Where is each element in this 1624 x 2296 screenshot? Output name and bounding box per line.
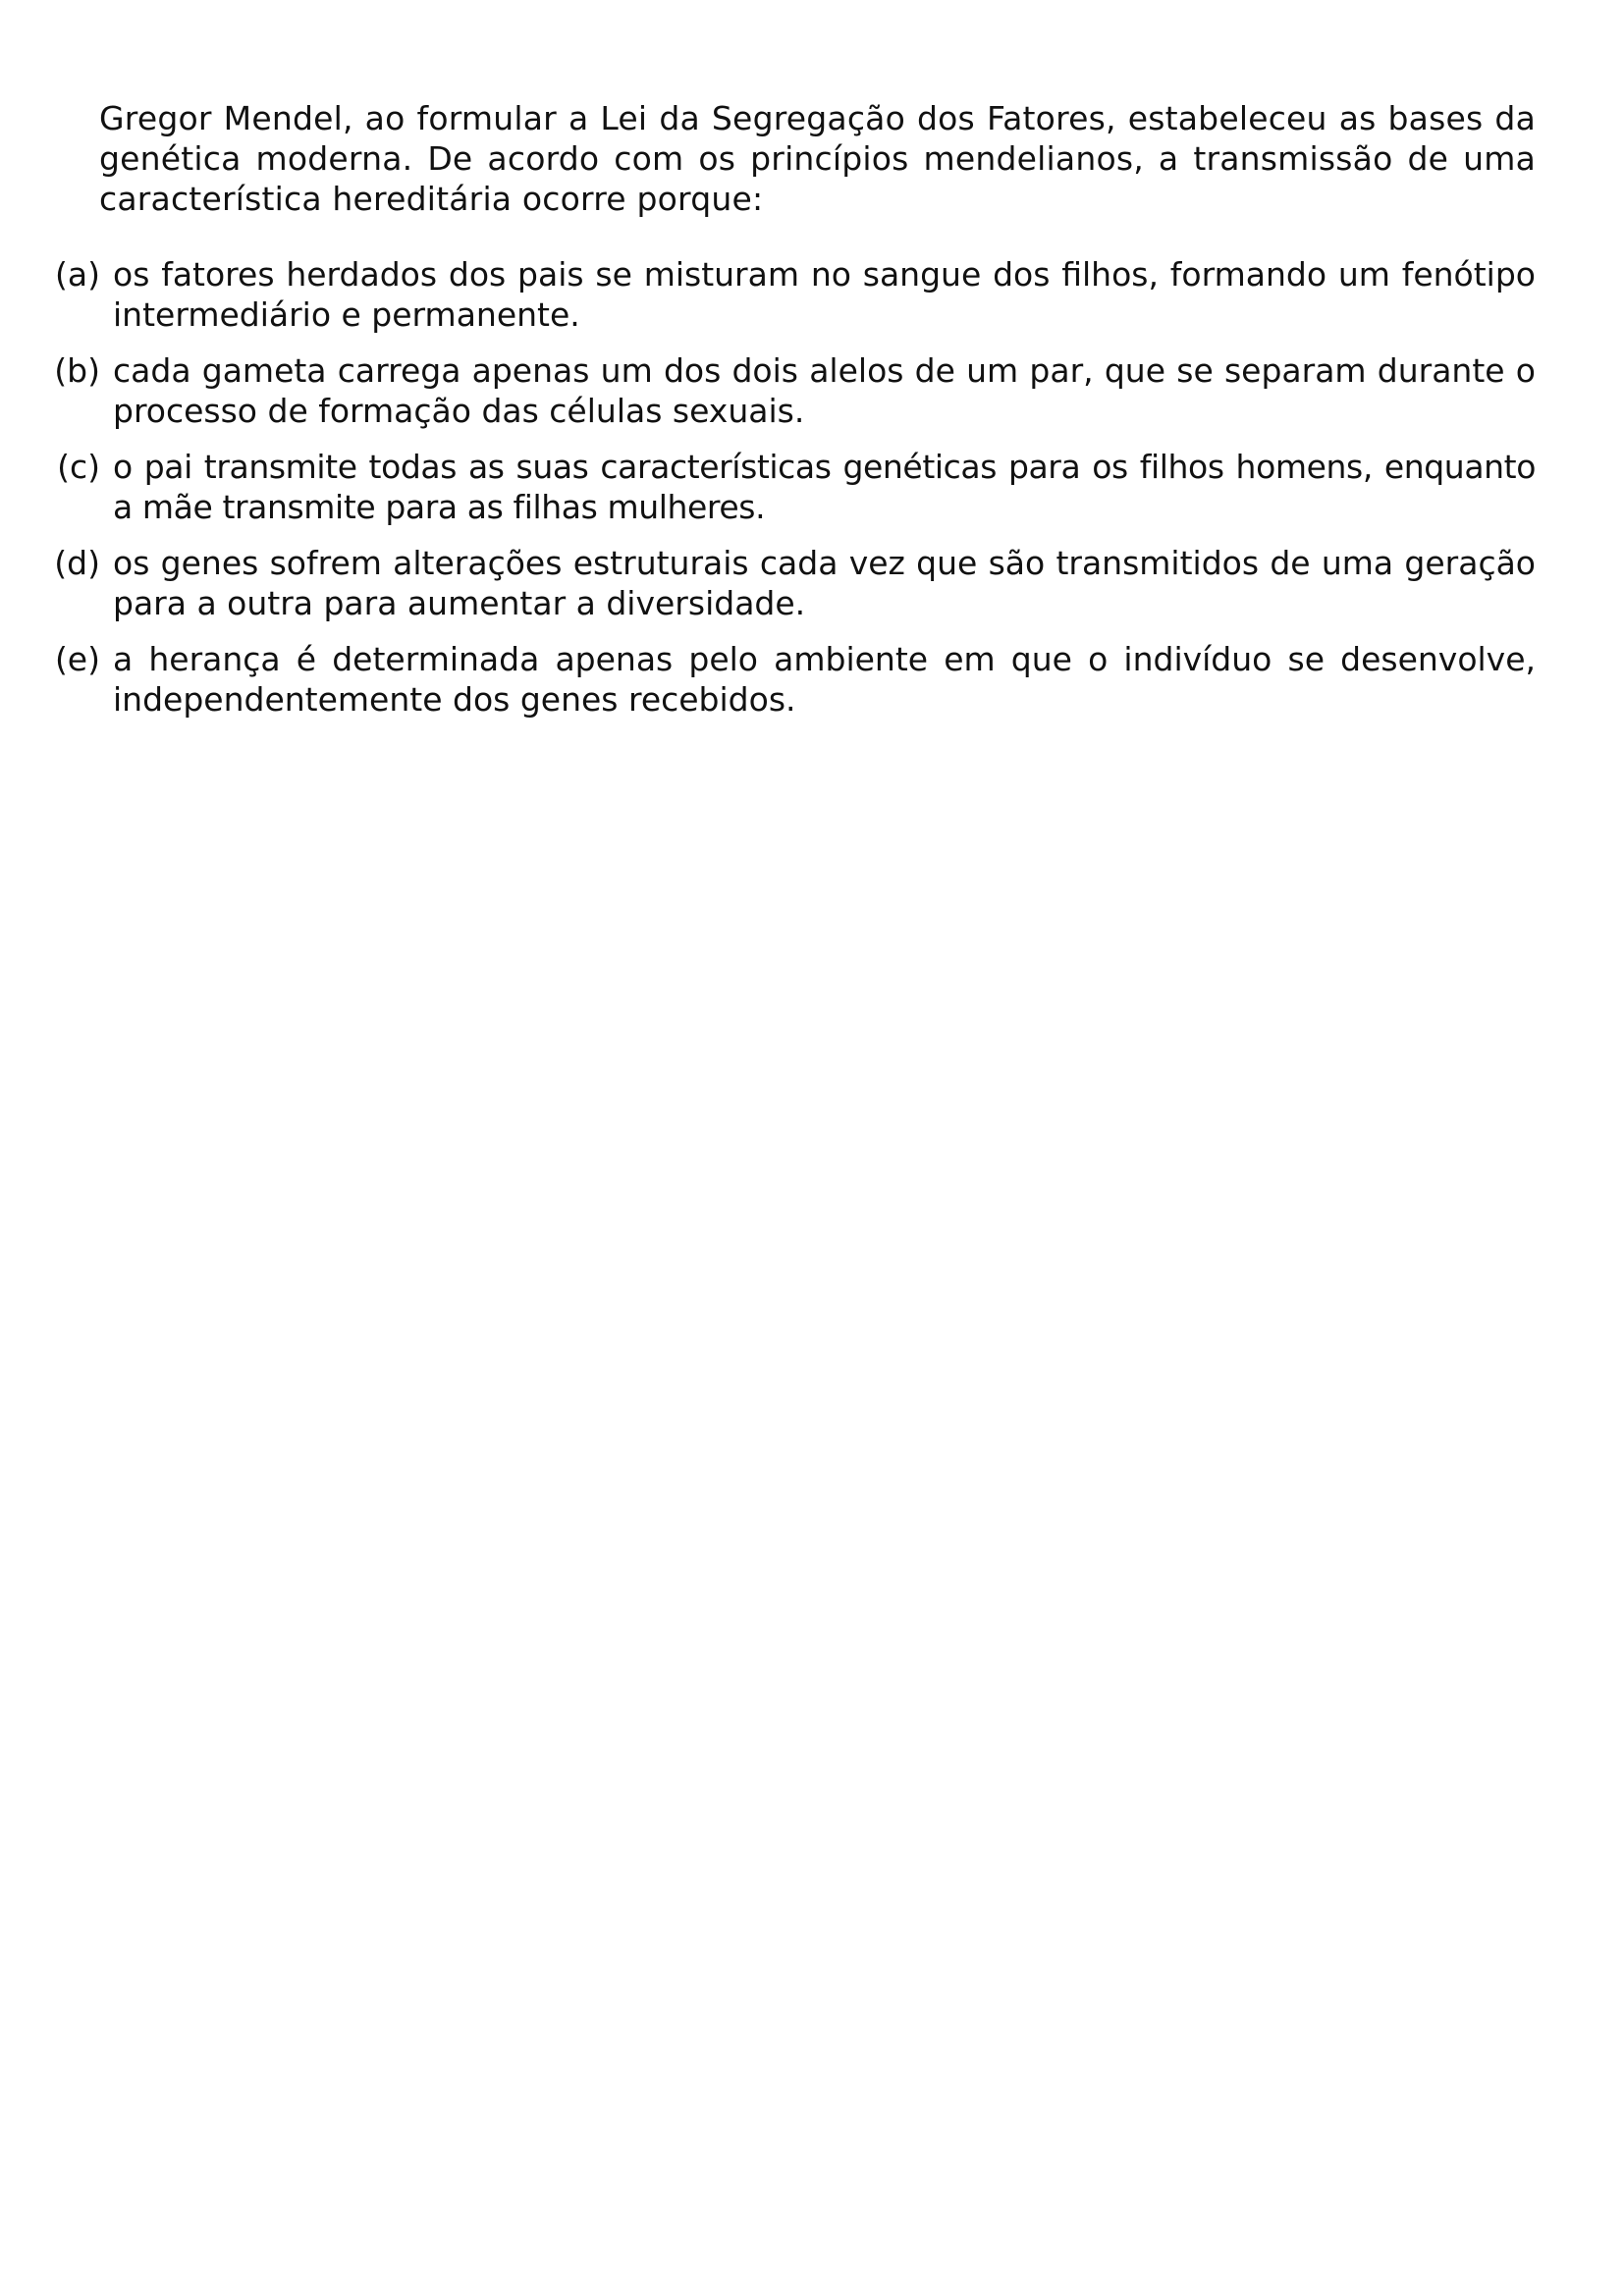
option-d-text: os genes sofrem alterações estruturais cada vez que são transmitidos de uma geração para a outra para aumentar a diversidade.: [113, 544, 1536, 622]
option-e-letter: (e): [54, 640, 100, 678]
option-a: [51, 254, 1536, 335]
option-a-text: os fatores herdados dos pais se misturam no sangue dos filhos, formando um fenótipo intermediário e permanente.: [113, 255, 1536, 334]
option-a-letter: (a): [55, 255, 100, 294]
option-d: [51, 543, 1536, 623]
option-b-letter: (b): [54, 351, 100, 390]
option-c-text: o pai transmite todas as suas características genéticas para os filhos homens, enquanto a mãe transmite para as filhas mulheres.: [113, 448, 1536, 526]
option-d-letter: (d): [54, 544, 100, 582]
option-e: [51, 639, 1536, 720]
question-stem: Gregor Mendel, ao formular a Lei da Segregação dos Fatores, estabeleceu as bases da genética moderna. De acordo com os princípios mendelianos, a transmissão de uma característica hereditária ocorre porque:: [99, 99, 1536, 218]
option-b-text: cada gameta carrega apenas um dos dois alelos de um par, que se separam durante o processo de formação das células sexuais.: [113, 351, 1536, 430]
answer-options: [51, 254, 1536, 735]
option-e-text: a herança é determinada apenas pelo ambiente em que o indivíduo se desenvolve, independentemente dos genes recebidos.: [113, 640, 1536, 719]
option-b: [51, 350, 1536, 431]
option-c: [51, 447, 1536, 527]
option-c-letter: (c): [57, 448, 100, 486]
